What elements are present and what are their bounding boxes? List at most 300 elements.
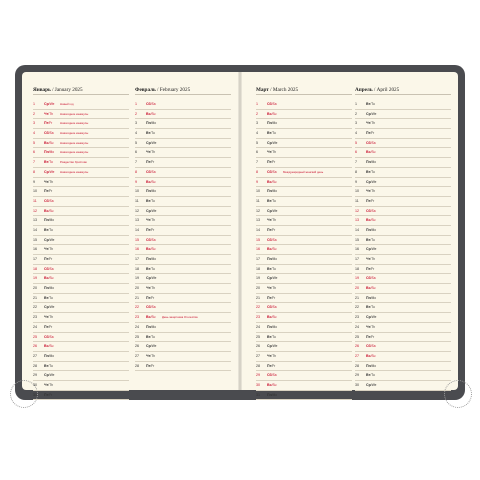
weekday-separator: / (370, 257, 372, 261)
day-number: 27 (33, 353, 37, 358)
holiday-note: Новогодние каникулы (60, 140, 89, 145)
weekday (267, 139, 277, 147)
weekday-separator: / (48, 363, 50, 368)
day-row (33, 216, 129, 226)
weekday (366, 168, 375, 176)
day-row (355, 352, 451, 362)
weekday (366, 110, 376, 118)
weekday (44, 216, 54, 224)
weekday (366, 178, 376, 186)
weekday-separator: / (48, 227, 50, 232)
weekday-separator: / (370, 189, 372, 194)
weekday-separator: / (370, 276, 372, 281)
weekday-ru: Ср (267, 344, 272, 349)
weekday (366, 381, 376, 389)
holiday-note: Новогодние каникулы (60, 131, 89, 136)
weekday-en: Sa (151, 237, 156, 242)
day-row (355, 148, 451, 158)
day-number: 5 (256, 140, 258, 145)
weekday-en: We (272, 276, 278, 281)
weekday-separator: / (150, 344, 152, 349)
day-row (256, 371, 352, 381)
weekday (366, 313, 376, 321)
weekday-ru: Вт (44, 295, 49, 300)
weekday-ru: Чт (44, 382, 49, 387)
weekday-separator: / (150, 295, 152, 300)
weekday-ru: Вт (267, 266, 272, 271)
weekday-en: Th (371, 324, 375, 329)
day-list (355, 100, 451, 391)
weekday (44, 381, 53, 389)
weekday-separator: / (271, 247, 273, 252)
weekday-en: Mo (272, 121, 278, 126)
weekday (267, 294, 275, 302)
weekday-en: Tu (371, 373, 375, 378)
weekday-separator: / (370, 382, 372, 387)
weekday-en: Th (49, 315, 53, 320)
weekday-ru: Чт (366, 324, 371, 329)
weekday-en: Fr (371, 266, 375, 271)
weekday (267, 352, 276, 360)
day-row (33, 381, 129, 391)
day-row (355, 226, 451, 236)
day-number: 19 (33, 276, 37, 281)
day-number: 11 (355, 198, 359, 203)
day-row (33, 236, 129, 246)
weekday-separator: / (271, 218, 273, 223)
weekday (44, 294, 53, 302)
day-number: 7 (256, 160, 258, 165)
day-number: 18 (256, 266, 260, 271)
weekday-separator: / (370, 227, 372, 232)
day-row (256, 178, 352, 188)
weekday-separator: / (271, 160, 273, 165)
weekday-ru: Вт (366, 237, 371, 242)
weekday-ru: Вт (366, 305, 371, 310)
weekday-en: We (371, 382, 377, 387)
day-row (33, 284, 129, 294)
weekday-en: Fr (49, 121, 53, 126)
holiday-note: Новогодние каникулы (60, 121, 89, 126)
weekday-ru: Пт (366, 198, 371, 203)
weekday-ru: Вс (267, 179, 272, 184)
weekday-ru: Пт (44, 121, 49, 126)
weekday (366, 284, 375, 292)
day-number: 20 (135, 286, 139, 291)
weekday (267, 342, 277, 350)
day-number: 9 (355, 179, 357, 184)
weekday-separator: / (48, 169, 50, 174)
weekday-separator: / (150, 160, 152, 165)
day-row (135, 255, 231, 265)
day-number: 24 (135, 324, 139, 329)
weekday (146, 255, 156, 263)
weekday-separator: / (370, 218, 372, 223)
weekday-en: Tu (272, 131, 276, 136)
day-number: 24 (355, 324, 359, 329)
day-row (33, 139, 129, 149)
weekday-separator: / (370, 131, 372, 136)
weekday-ru: Пн (146, 257, 151, 261)
weekday (146, 168, 156, 176)
weekday-ru: Вс (267, 315, 272, 320)
day-number: 5 (135, 140, 137, 145)
weekday (146, 236, 156, 244)
weekday (366, 148, 375, 156)
day-number: 30 (355, 382, 359, 387)
weekday-en: Mo (49, 286, 55, 291)
weekday (44, 265, 54, 273)
weekday-ru: Чт (146, 150, 151, 155)
weekday-ru: Вс (44, 140, 49, 145)
day-number: 28 (355, 363, 359, 368)
weekday-separator: / (370, 315, 372, 320)
weekday-en: Su (272, 382, 277, 387)
day-number: 23 (256, 315, 260, 320)
day-row (256, 110, 352, 120)
day-number: 29 (256, 373, 260, 378)
day-row (355, 371, 451, 381)
weekday-separator: / (150, 111, 152, 116)
weekday-en: Sa (151, 169, 156, 174)
weekday (44, 110, 53, 118)
weekday-en: We (272, 344, 278, 349)
weekday-separator: / (271, 305, 273, 310)
weekday-separator: / (271, 295, 273, 300)
weekday-ru: Ср (366, 315, 371, 320)
day-row (33, 197, 129, 207)
day-row (355, 129, 451, 139)
weekday-en: Su (49, 208, 54, 213)
day-row (256, 245, 352, 255)
day-row (355, 294, 451, 304)
weekday-ru: Сб (44, 334, 49, 339)
day-number: 9 (256, 179, 258, 184)
weekday-ru: Вт (366, 169, 371, 174)
day-row (355, 265, 451, 275)
day-row (256, 100, 352, 110)
day-list (256, 100, 352, 400)
holiday-note: Новогодние каникулы (60, 150, 89, 155)
weekday-ru: Чт (366, 189, 371, 194)
weekday (366, 274, 376, 282)
weekday-ru: Пт (44, 392, 49, 397)
weekday (267, 129, 276, 137)
day-number: 25 (355, 334, 359, 339)
day-number: 4 (135, 131, 137, 136)
weekday-en: Tu (371, 237, 375, 242)
weekday-en: Su (151, 111, 156, 116)
weekday (366, 352, 375, 360)
weekday-ru: Пт (44, 189, 49, 194)
weekday-ru: Пт (267, 227, 272, 232)
weekday-en: Mo (371, 160, 377, 165)
day-row (135, 148, 231, 158)
day-number: 31 (33, 392, 37, 397)
weekday-ru: Ср (44, 169, 49, 174)
day-number: 13 (256, 218, 260, 223)
weekday-en: Sa (272, 102, 277, 106)
weekday-ru: Вт (366, 373, 371, 378)
day-number: 30 (33, 382, 37, 387)
weekday-ru: Сб (366, 208, 371, 213)
page-spine (238, 72, 242, 390)
weekday-en: Su (272, 247, 277, 252)
day-row (355, 362, 451, 372)
weekday-en: Th (371, 257, 375, 261)
month-name: Март (256, 87, 269, 93)
weekday-separator: / (150, 227, 152, 232)
day-row (33, 245, 129, 255)
weekday-separator: / (48, 334, 50, 339)
day-number: 10 (355, 189, 359, 194)
weekday-ru: Чт (44, 247, 49, 252)
holiday-note: Новогодние каникулы (60, 169, 89, 174)
weekday-separator: / (271, 227, 273, 232)
weekday-separator: / (48, 189, 50, 194)
weekday-ru: Пн (267, 121, 272, 126)
weekday (366, 245, 376, 253)
day-row (33, 119, 129, 129)
holiday-note: Международный женский день (283, 169, 324, 174)
weekday (366, 197, 374, 205)
weekday-separator: / (150, 334, 152, 339)
day-row (355, 187, 451, 197)
day-row (355, 342, 451, 352)
day-number: 5 (33, 140, 35, 145)
day-row (33, 129, 129, 139)
month-april (355, 86, 451, 391)
weekday-en: Mo (151, 189, 157, 194)
day-row (135, 333, 231, 343)
day-row (355, 178, 451, 188)
weekday-en: Mo (371, 363, 377, 368)
weekday-en: Fr (49, 392, 53, 397)
day-number: 1 (33, 102, 35, 106)
weekday (146, 110, 155, 118)
weekday (366, 333, 374, 341)
weekday-en: Fr (272, 160, 276, 165)
day-number: 29 (33, 373, 37, 378)
day-row (256, 323, 352, 333)
weekday-ru: Вс (146, 179, 151, 184)
weekday-en: Sa (272, 169, 277, 174)
weekday-ru: Вт (267, 131, 272, 136)
weekday-ru: Чт (146, 353, 151, 358)
weekday-ru: Пт (44, 324, 49, 329)
weekday-ru: Сб (146, 169, 151, 174)
weekday-separator: / (370, 198, 372, 203)
weekday-ru: Пт (146, 227, 151, 232)
weekday-ru: Сб (44, 131, 49, 136)
weekday-separator: / (150, 286, 152, 291)
weekday (44, 333, 54, 341)
day-number: 23 (135, 315, 139, 320)
weekday-en: We (371, 179, 377, 184)
weekday (146, 342, 156, 350)
weekday-separator: / (271, 286, 273, 291)
weekday (44, 245, 53, 253)
day-row (256, 352, 352, 362)
weekday-ru: Чт (146, 286, 151, 291)
weekday (267, 100, 277, 108)
day-row (33, 226, 129, 236)
weekday-separator: / (150, 189, 152, 194)
day-number: 22 (355, 305, 359, 310)
weekday-separator: / (271, 392, 273, 397)
day-row (355, 207, 451, 217)
weekday-ru: Пн (146, 121, 151, 126)
weekday (267, 381, 276, 389)
weekday (146, 265, 155, 273)
day-number: 2 (33, 111, 35, 116)
day-number: 20 (256, 286, 260, 291)
day-number: 10 (256, 189, 260, 194)
weekday-ru: Вт (146, 131, 151, 136)
weekday-separator: / (48, 111, 50, 116)
day-number: 1 (355, 102, 357, 106)
weekday-en: Fr (272, 295, 276, 300)
weekday-en: We (151, 344, 157, 349)
day-number: 26 (135, 344, 139, 349)
weekday (267, 178, 276, 186)
weekday-ru: Чт (366, 257, 371, 261)
weekday-en: Th (272, 218, 276, 223)
day-number: 15 (135, 237, 139, 242)
weekday (146, 313, 155, 321)
day-number: 28 (135, 363, 139, 368)
weekday (366, 207, 376, 215)
weekday-en: Fr (151, 160, 155, 165)
weekday-ru: Пн (44, 353, 49, 358)
month-english-label: / March 2025 (270, 87, 299, 93)
weekday-en: Sa (272, 237, 277, 242)
weekday-en: Fr (371, 334, 375, 339)
weekday-en: Tu (49, 160, 53, 165)
weekday-ru: Пн (267, 257, 272, 261)
day-number: 12 (33, 208, 37, 213)
day-row (256, 119, 352, 129)
day-number: 21 (135, 295, 139, 300)
weekday-en: Tu (272, 198, 276, 203)
weekday-ru: Пт (267, 160, 272, 165)
weekday (267, 119, 277, 127)
weekday (366, 226, 376, 234)
weekday-separator: / (48, 392, 50, 397)
weekday-ru: Чт (267, 286, 272, 291)
weekday-separator: / (150, 315, 152, 320)
weekday (267, 197, 276, 205)
weekday (267, 313, 276, 321)
weekday (267, 362, 275, 370)
weekday-separator: / (48, 382, 50, 387)
day-row (256, 342, 352, 352)
weekday-en: Su (151, 315, 156, 320)
weekday-separator: / (370, 286, 372, 291)
day-number: 8 (135, 169, 137, 174)
weekday-separator: / (271, 189, 273, 194)
weekday-separator: / (370, 344, 372, 349)
day-number: 6 (256, 150, 258, 155)
weekday (267, 216, 276, 224)
weekday-separator: / (271, 131, 273, 136)
day-number: 14 (135, 227, 139, 232)
weekday-separator: / (48, 247, 50, 252)
day-row (33, 110, 129, 120)
month-english-label: / April 2025 (373, 87, 400, 93)
weekday-ru: Вс (44, 344, 49, 349)
day-row (256, 197, 352, 207)
day-row (33, 352, 129, 362)
day-row (135, 216, 231, 226)
day-row (135, 226, 231, 236)
day-number: 7 (33, 160, 35, 165)
weekday-separator: / (271, 102, 273, 106)
day-row (355, 284, 451, 294)
weekday-ru: Пн (366, 160, 371, 165)
weekday-ru: Пн (366, 295, 371, 300)
weekday-separator: / (370, 247, 372, 252)
month-header (33, 86, 129, 95)
weekday-en: Mo (272, 324, 278, 329)
day-number: 15 (33, 237, 37, 242)
weekday (44, 129, 54, 137)
weekday (366, 303, 375, 311)
weekday-en: Th (371, 121, 375, 126)
weekday (366, 119, 375, 127)
weekday-en: Tu (151, 198, 155, 203)
weekday (44, 187, 52, 195)
month-english-label: / February 2025 (157, 87, 191, 93)
weekday (146, 303, 156, 311)
weekday-en: Mo (151, 121, 157, 126)
weekday-en: Fr (151, 295, 155, 300)
weekday-ru: Пн (267, 189, 272, 194)
weekday-ru: Сб (267, 169, 272, 174)
day-row (33, 274, 129, 284)
weekday (44, 391, 52, 399)
weekday-ru: Вс (366, 353, 371, 358)
day-number: 12 (355, 208, 359, 213)
weekday-separator: / (370, 373, 372, 378)
weekday-separator: / (150, 208, 152, 213)
day-number: 2 (256, 111, 258, 116)
weekday-en: Tu (151, 266, 155, 271)
weekday-separator: / (48, 286, 50, 291)
weekday (267, 255, 277, 263)
day-number: 24 (256, 324, 260, 329)
weekday-ru: Пн (44, 286, 49, 291)
weekday-ru: Ср (366, 179, 371, 184)
day-number: 16 (33, 247, 37, 252)
day-number: 11 (33, 198, 37, 203)
weekday-separator: / (370, 295, 372, 300)
day-number: 21 (256, 295, 260, 300)
weekday-en: We (151, 276, 157, 281)
day-number: 17 (33, 257, 37, 261)
day-row (256, 236, 352, 246)
weekday (267, 187, 277, 195)
weekday (267, 207, 277, 215)
day-row (135, 119, 231, 129)
weekday (366, 139, 376, 147)
day-row (33, 158, 129, 168)
day-number: 4 (355, 131, 357, 136)
weekday-separator: / (48, 121, 50, 126)
weekday-ru: Пт (44, 257, 49, 261)
weekday (267, 333, 276, 341)
day-row (256, 303, 352, 313)
